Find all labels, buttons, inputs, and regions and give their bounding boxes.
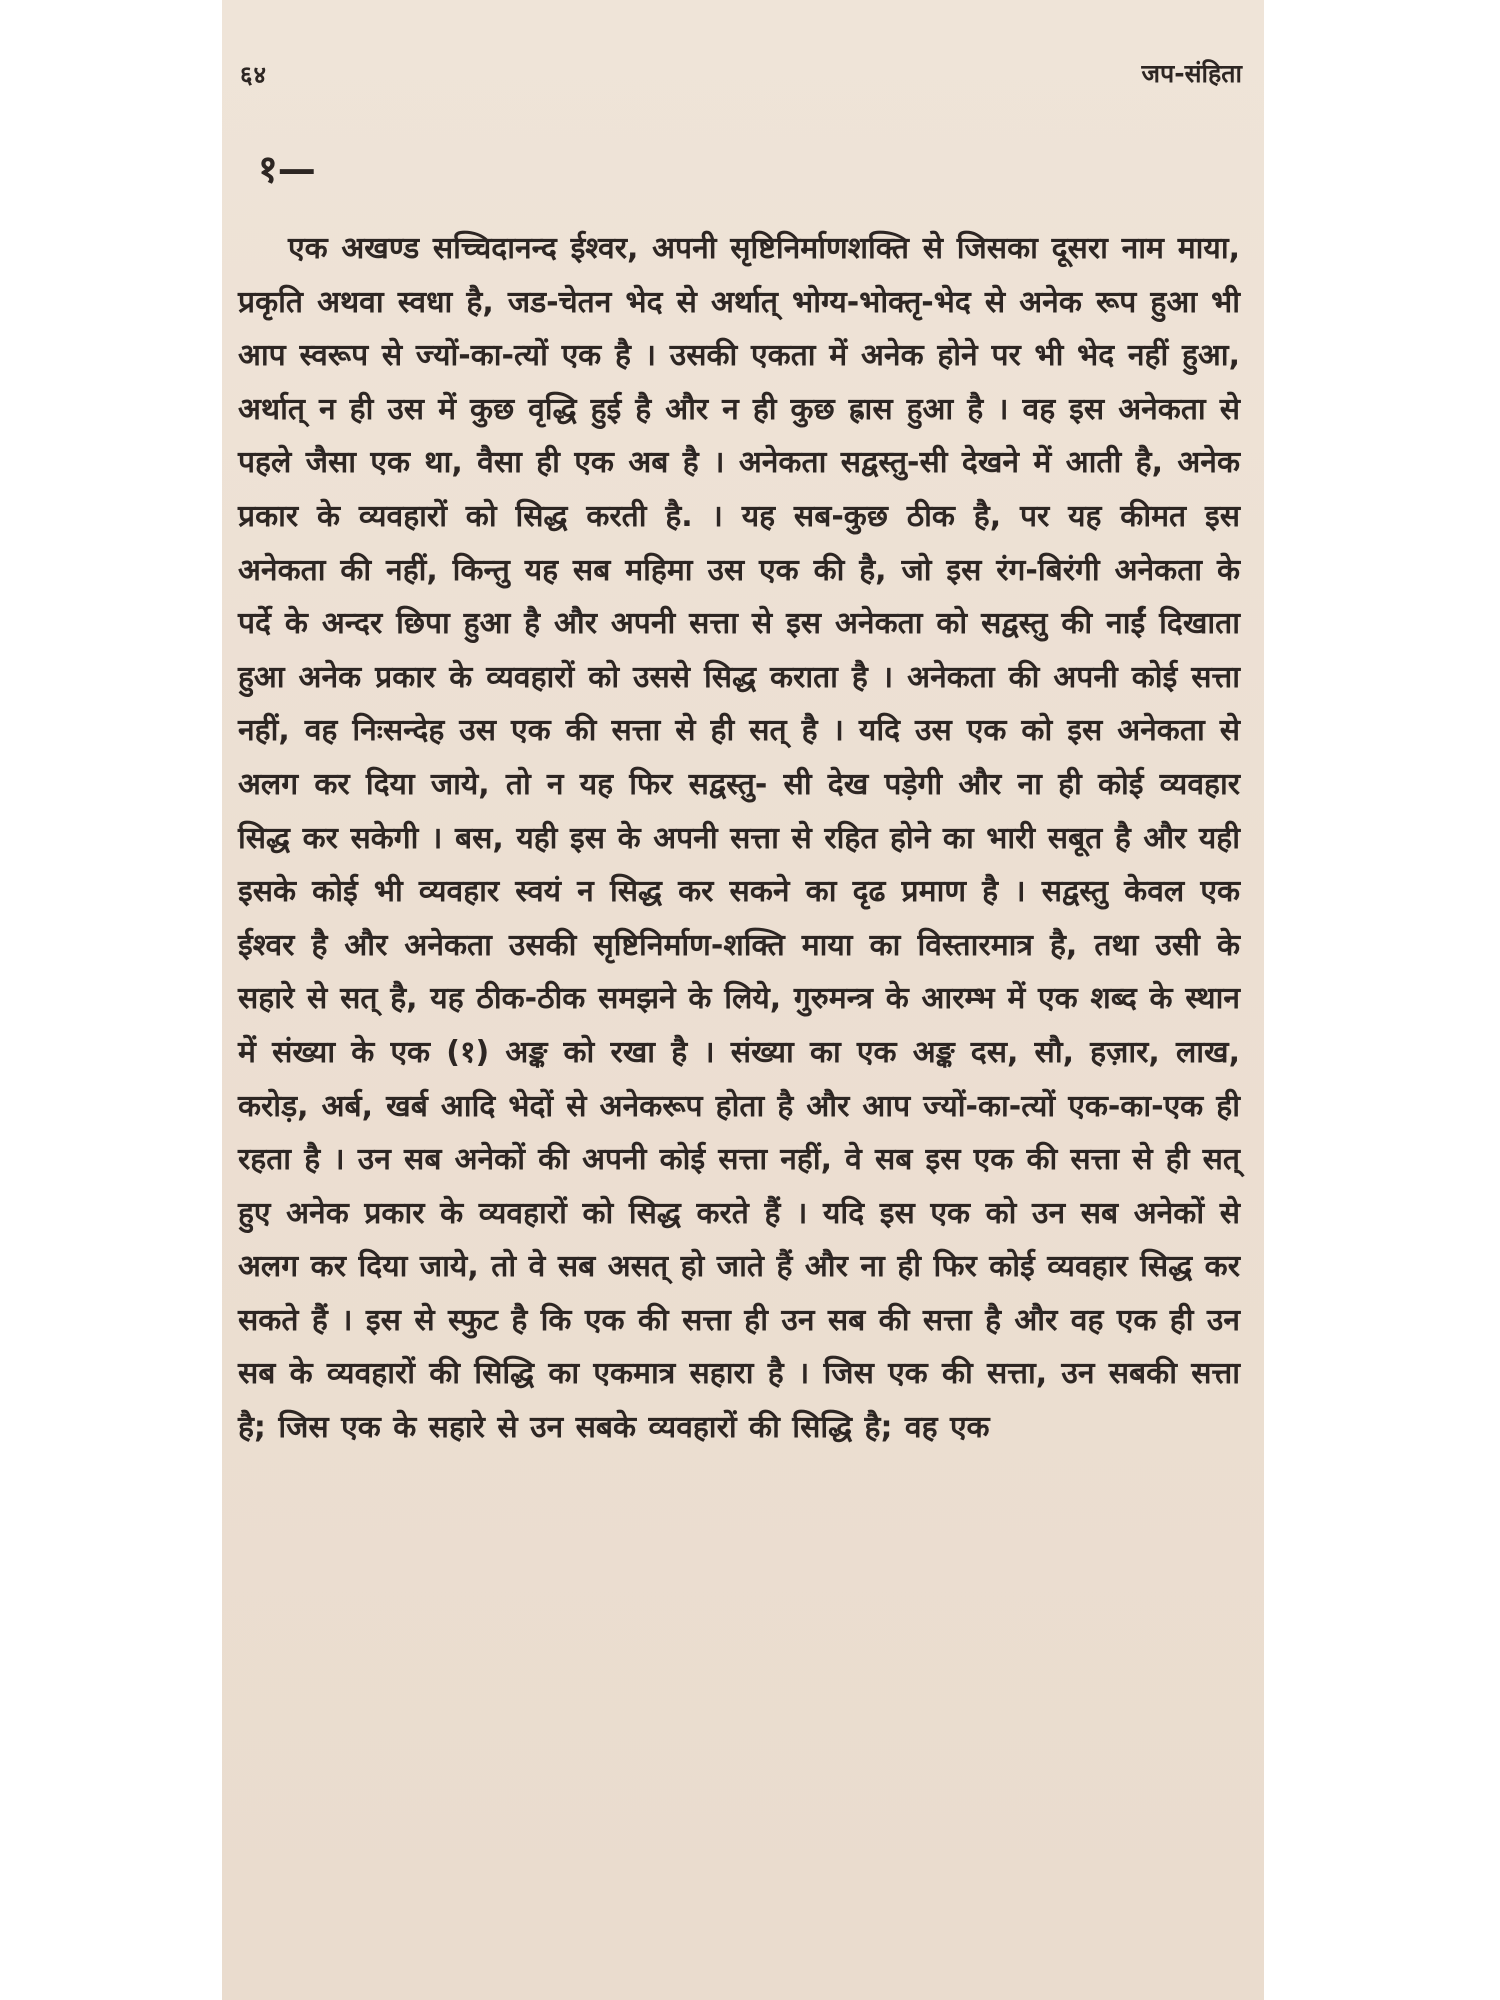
section-marker: १—	[258, 147, 316, 191]
running-header-title: जप-संहिता	[1141, 59, 1242, 88]
page-number: ६४	[240, 61, 267, 89]
book-page	[222, 0, 1264, 2000]
body-paragraph: एक अखण्ड सच्चिदानन्द ईश्वर, अपनी सृष्टिनिर्माणशक्ति से जिसका दूसरा नाम माया, प्रकृति अथवा स्वधा है, जड-चेतन भेद से अर्थात् भोग्य-भोक्तृ-भेद से अनेक रूप हुआ भी आप स्वरूप से ज्यों-का-त्यों एक है । उसकी एकता में अनेक होने पर भी भेद नहीं हुआ, अर्थात् न ही उस में कुछ वृद्धि हुई है और न ही कुछ ह्रास हुआ है । वह इस अनेकता से पहले जैसा एक था, वैसा ही एक अब है । अनेकता सद्वस्तु-सी देखने में आती है, अनेक प्रकार के व्यवहारों को सिद्ध करती है. । यह सब-कुछ ठीक है, पर यह कीमत इस अनेकता की नहीं, किन्तु यह सब महिमा उस एक की है, जो इस रंग-बिरंगी अनेकता के पर्दे के अन्दर छिपा हुआ है और अपनी सत्ता से इस अनेकता को सद्वस्तु की नाईं दिखाता हुआ अनेक प्रकार के व्यवहारों को उससे सिद्ध कराता है । अनेकता की अपनी कोई सत्ता नहीं, वह निःसन्देह उस एक की सत्ता से ही सत् है । यदि उस एक को इस अनेकता से अलग कर दिया जाये, तो न यह फिर सद्वस्तु- सी देख पड़ेगी और ना ही कोई व्यवहार सिद्ध कर सकेगी । बस, यही इस के अपनी सत्ता से रहित होने का भारी सबूत है और यही इसके कोई भी व्यवहार स्वयं न सिद्ध कर सकने का दृढ प्रमाण है । सद्वस्तु केवल एक ईश्वर है और अनेकता उसकी सृष्टिनिर्माण-शक्ति माया का विस्तारमात्र है, तथा उसी के सहारे से सत् है, यह ठीक-ठीक समझने के लिये, गुरुमन्त्र के आरम्भ में एक शब्द के स्थान में संख्या के एक (१) अङ्क को रखा है । संख्या का एक अङ्क दस, सौ, हज़ार, लाख, करोड़, अर्ब, खर्ब आदि भेदों से अनेकरूप होता है और आप ज्यों-का-त्यों एक-का-एक ही रहता है । उन सब अनेकों की अपनी कोई सत्ता नहीं, वे सब इस एक की सत्ता से ही सत् हुए अनेक प्रकार के व्यवहारों को सिद्ध करते हैं । यदि इस एक को उन सब अनेकों से अलग कर दिया जाये, तो वे सब असत् हो जाते हैं और ना ही फिर कोई व्यवहार सिद्ध कर सकते हैं । इस से स्फुट है कि एक की सत्ता ही उन सब की सत्ता है और वह एक ही उन सब के व्यवहारों की सिद्धि का एकमात्र सहारा है । जिस एक की सत्ता, उन सबकी सत्ता है; जिस एक के सहारे से उन सबके व्यवहारों की सिद्धि है; वह एक	[238, 231, 1240, 1446]
